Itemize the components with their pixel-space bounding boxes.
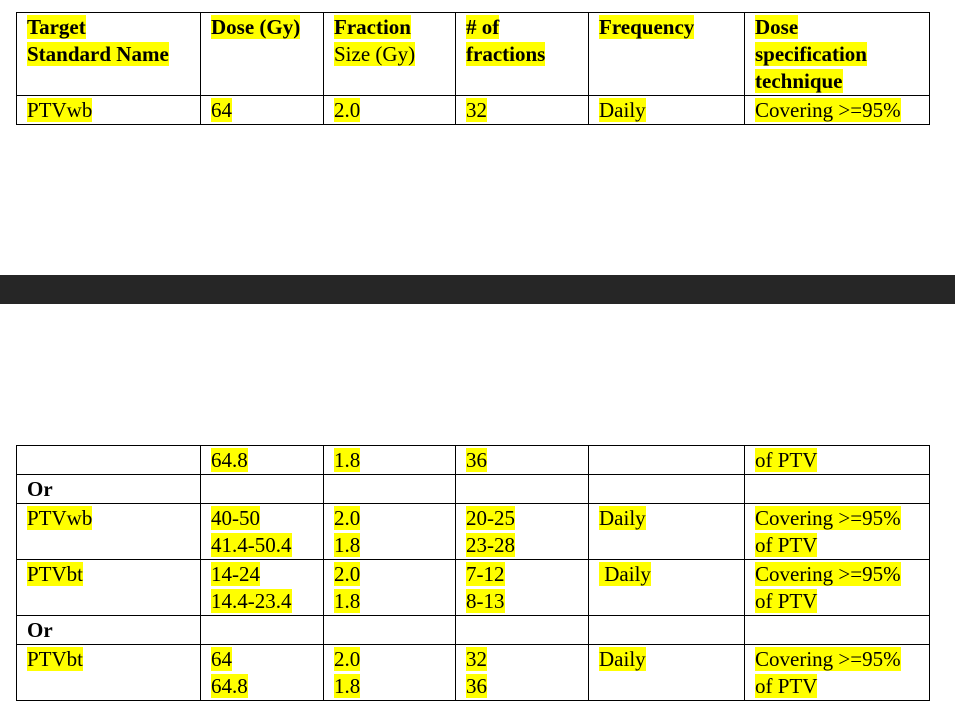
empty-cell bbox=[201, 475, 324, 504]
cell-fraction-size: 2.0 bbox=[324, 96, 456, 125]
cell-frequency: Daily bbox=[589, 645, 745, 701]
cell-dose-spec: Covering >=95% of PTV bbox=[745, 504, 930, 560]
or-row bbox=[17, 475, 930, 504]
dose-table-top bbox=[16, 12, 930, 125]
cell-fraction-size: 1.8 bbox=[324, 446, 456, 475]
table-row-ptvwb bbox=[17, 504, 930, 560]
header-text: technique bbox=[755, 69, 843, 93]
header-text: Frequency bbox=[599, 15, 695, 39]
cell-target-name: PTVwb bbox=[17, 504, 201, 560]
header-text: specification bbox=[755, 42, 867, 66]
header-text: Size (Gy) bbox=[334, 42, 416, 66]
table-row-ptvbt bbox=[17, 560, 930, 616]
header-dose-spec bbox=[745, 13, 930, 96]
or-row bbox=[17, 616, 930, 645]
cell-frequency: Daily bbox=[589, 504, 745, 560]
header-text: Fraction bbox=[334, 15, 411, 39]
cell-target-name: PTVbt bbox=[17, 645, 201, 701]
table-row bbox=[17, 446, 930, 475]
empty-cell bbox=[456, 616, 589, 645]
table-row bbox=[17, 96, 930, 125]
cell-num-fractions: 20-25 23-28 bbox=[456, 504, 589, 560]
cell-num-fractions: 36 bbox=[456, 446, 589, 475]
cell-fraction-size: 2.0 1.8 bbox=[324, 645, 456, 701]
cell-target-name: PTVwb bbox=[17, 96, 201, 125]
header-text: Dose bbox=[755, 15, 799, 39]
page-break-band bbox=[0, 275, 955, 304]
header-text: fractions bbox=[466, 42, 546, 66]
header-num-fractions bbox=[456, 13, 589, 96]
empty-cell bbox=[745, 616, 930, 645]
or-label: Or bbox=[17, 475, 201, 504]
table-row-ptvbt bbox=[17, 645, 930, 701]
header-target-name bbox=[17, 13, 201, 96]
cell-dose-spec: of PTV bbox=[745, 446, 930, 475]
cell-dose: 64 64.8 bbox=[201, 645, 324, 701]
cell-num-fractions: 7-12 8-13 bbox=[456, 560, 589, 616]
or-label: Or bbox=[17, 616, 201, 645]
header-row bbox=[17, 13, 930, 96]
empty-cell bbox=[324, 475, 456, 504]
empty-cell bbox=[745, 475, 930, 504]
cell-dose: 14-24 14.4-23.4 bbox=[201, 560, 324, 616]
cell-fraction-size: 2.0 1.8 bbox=[324, 560, 456, 616]
header-text: # of bbox=[466, 15, 500, 39]
header-text: Dose (Gy) bbox=[211, 15, 301, 39]
cell-num-fractions: 32 bbox=[456, 96, 589, 125]
empty-cell bbox=[589, 475, 745, 504]
cell-num-fractions: 32 36 bbox=[456, 645, 589, 701]
cell-dose: 64 bbox=[201, 96, 324, 125]
empty-cell bbox=[201, 616, 324, 645]
cell-frequency bbox=[589, 446, 745, 475]
cell-dose: 40-50 41.4-50.4 bbox=[201, 504, 324, 560]
header-fraction-size bbox=[324, 13, 456, 96]
dose-table-bottom bbox=[16, 445, 930, 701]
empty-cell bbox=[589, 616, 745, 645]
header-dose bbox=[201, 13, 324, 96]
header-frequency bbox=[589, 13, 745, 96]
cell-target-name bbox=[17, 446, 201, 475]
header-text: Target bbox=[27, 15, 86, 39]
empty-cell bbox=[324, 616, 456, 645]
cell-dose: 64.8 bbox=[201, 446, 324, 475]
empty-cell bbox=[456, 475, 589, 504]
cell-fraction-size: 2.0 1.8 bbox=[324, 504, 456, 560]
cell-dose-spec: Covering >=95% bbox=[745, 96, 930, 125]
cell-frequency: Daily bbox=[589, 560, 745, 616]
cell-target-name: PTVbt bbox=[17, 560, 201, 616]
header-text: Standard Name bbox=[27, 42, 169, 66]
cell-dose-spec: Covering >=95% of PTV bbox=[745, 560, 930, 616]
cell-frequency: Daily bbox=[589, 96, 745, 125]
cell-dose-spec: Covering >=95% of PTV bbox=[745, 645, 930, 701]
